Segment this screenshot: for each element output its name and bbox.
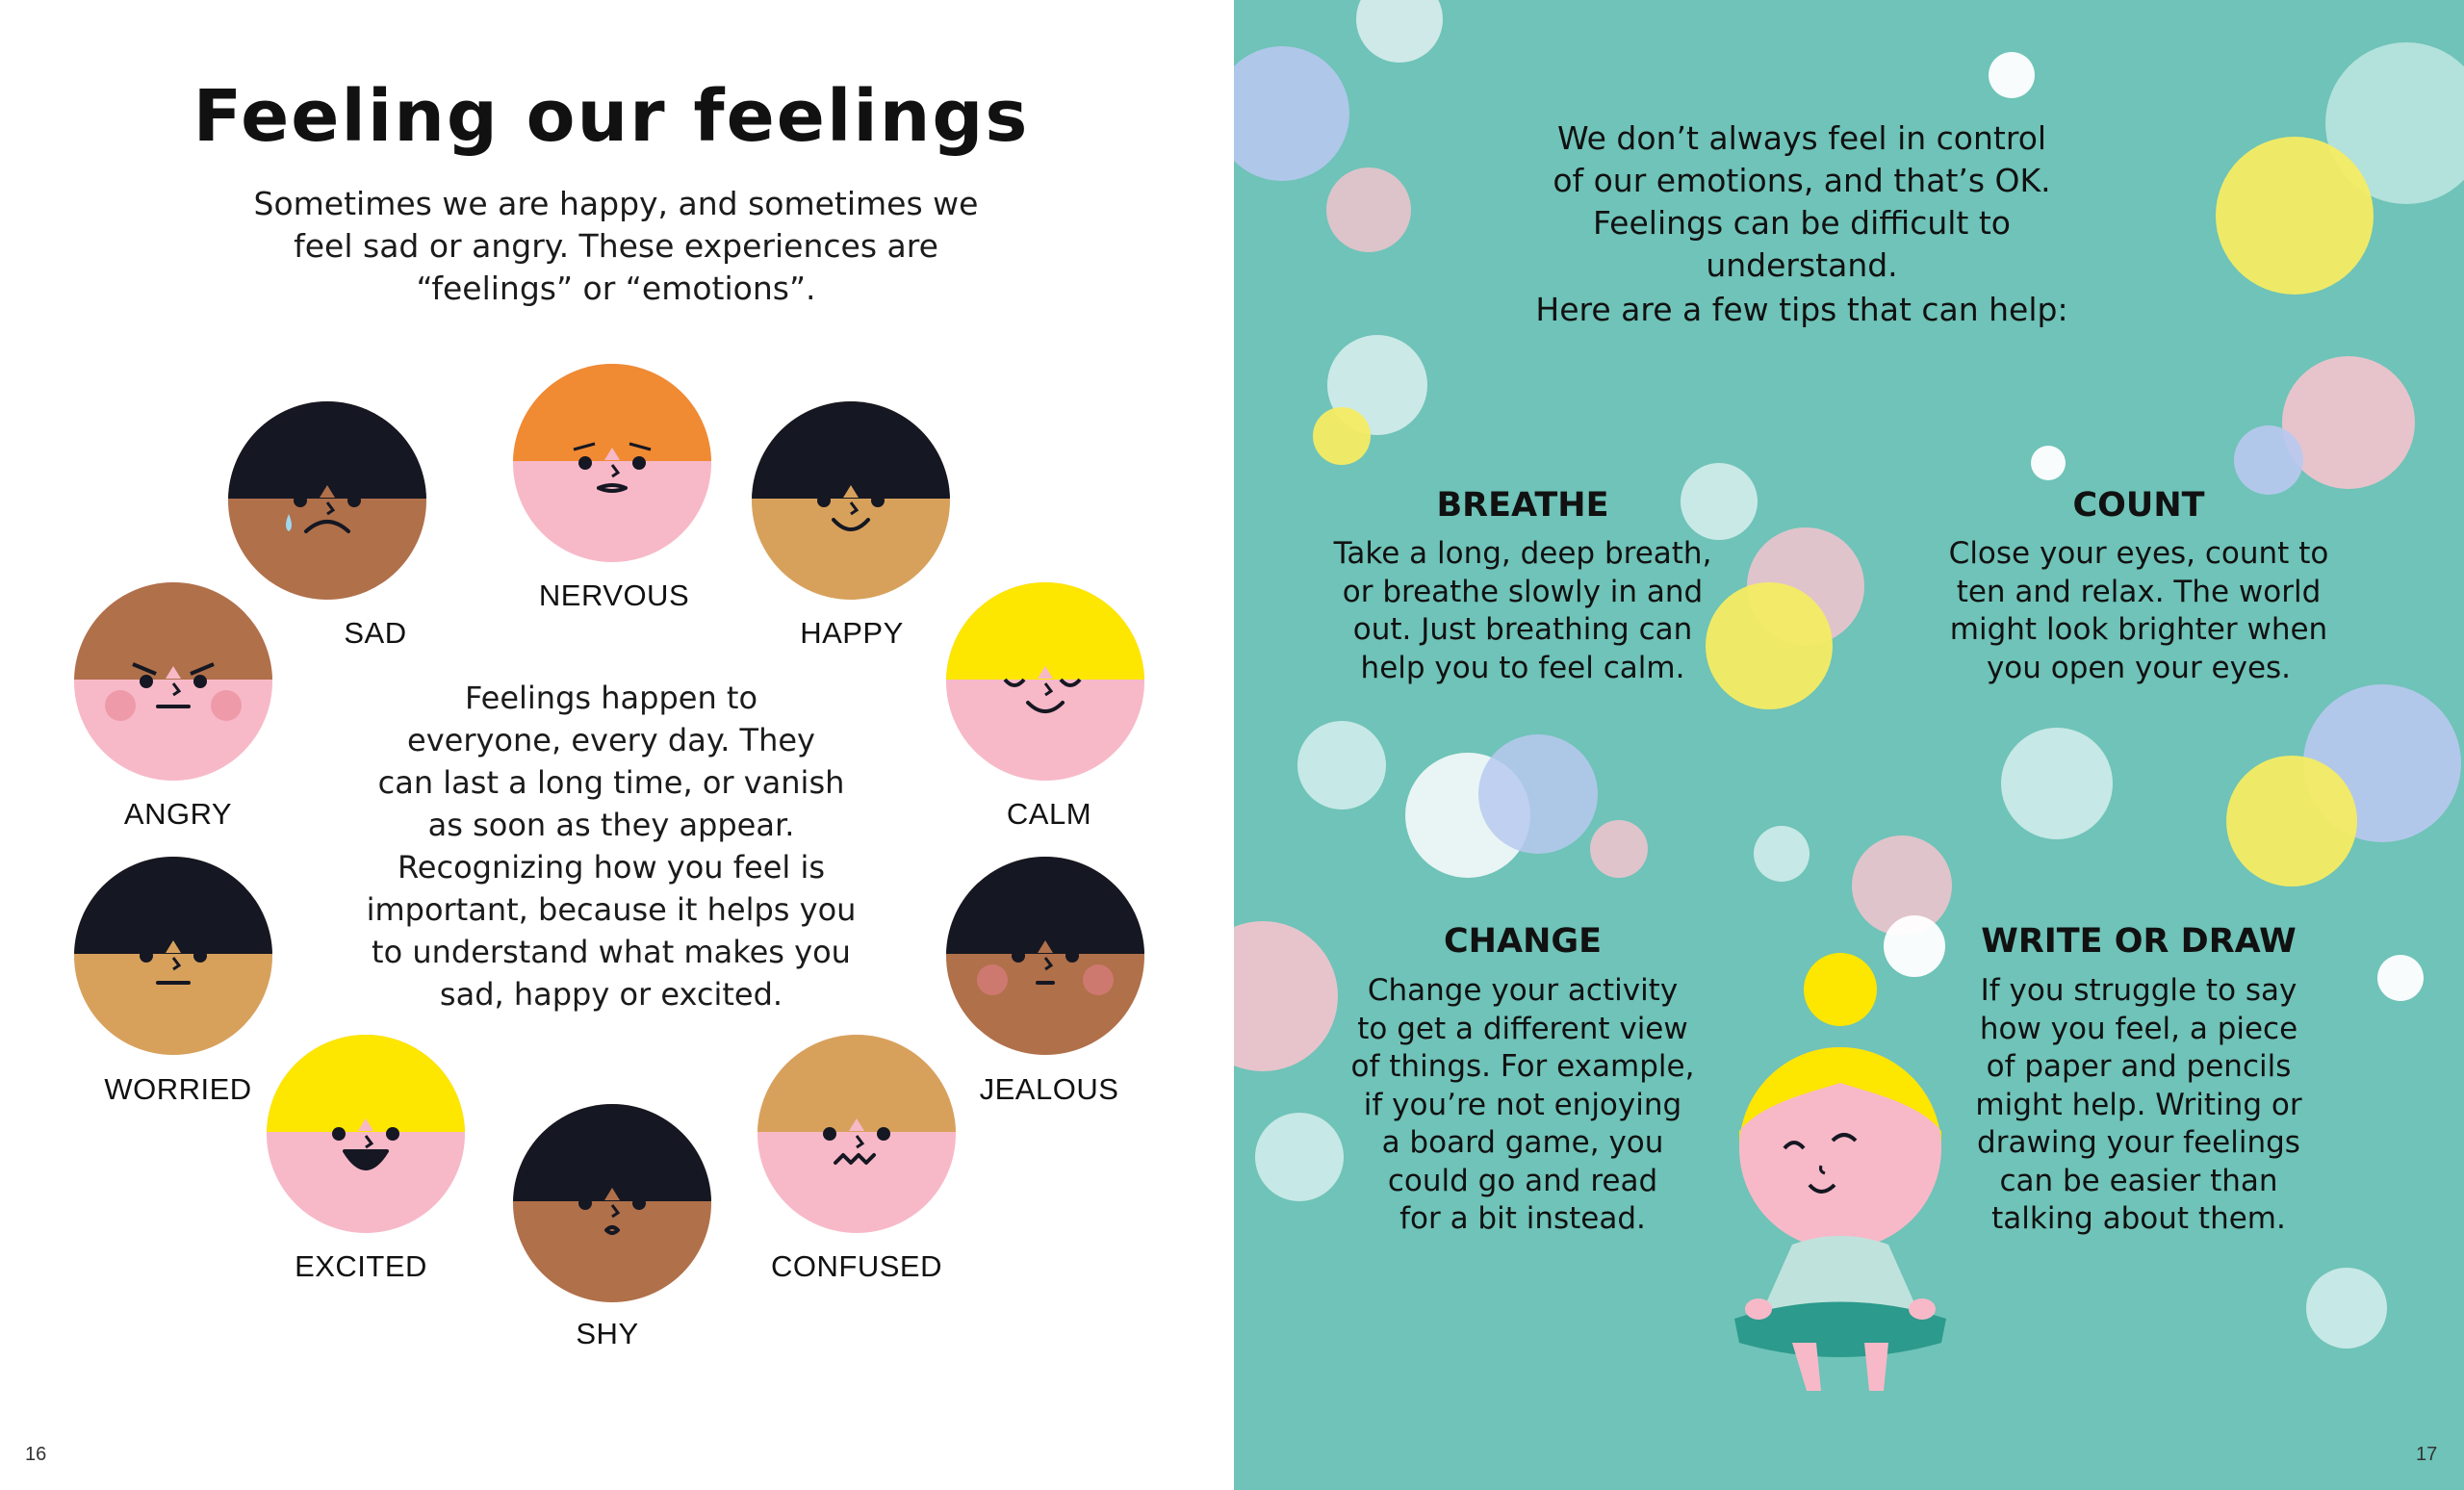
- tip-title-count: COUNT: [2072, 486, 2205, 525]
- label-calm: CALM: [1006, 797, 1092, 831]
- face-angry: [74, 582, 272, 781]
- face-excited: [267, 1035, 465, 1233]
- tip-body-write-or-draw: If you struggle to say how you feel, a piece of paper and pencils might help. Writing or drawing your feelings can be easier than talking about them.: [1975, 973, 2302, 1236]
- tips-lead: Here are a few tips that can help:: [1535, 291, 2068, 328]
- tip-body-change: Change your activity to get a different view of things. For example, if you’re not enjoying a board game, you could go and read for a bit instead.: [1350, 973, 1695, 1236]
- label-jealous: JEALOUS: [979, 1072, 1119, 1106]
- face-jealous: [946, 857, 1144, 1055]
- tip-body-breathe: Take a long, deep breath, or breathe slowly in and out. Just breathing can help you to feel calm.: [1333, 536, 1712, 685]
- label-shy: SHY: [576, 1317, 639, 1350]
- label-worried: WORRIED: [104, 1072, 252, 1106]
- face-worried: [74, 857, 272, 1055]
- right-intro: We don’t always feel in control of our emotions, and that’s OK. Feelings can be difficult to understand.: [1553, 119, 2051, 284]
- label-angry: ANGRY: [123, 797, 233, 831]
- tip-title-change: CHANGE: [1444, 922, 1602, 961]
- label-nervous: NERVOUS: [538, 578, 690, 612]
- intro-paragraph: Sometimes we are happy, and sometimes we feel sad or angry. These experiences are “feelings” or “emotions”.: [253, 185, 979, 307]
- label-confused: CONFUSED: [771, 1249, 942, 1283]
- page-number-right: 17: [2416, 1444, 2438, 1465]
- label-excited: EXCITED: [295, 1249, 427, 1283]
- tip-title-breathe: BREATHE: [1436, 486, 1609, 525]
- page-title: Feeling our feelings: [192, 75, 1030, 158]
- right-page: [1234, 0, 2464, 1490]
- label-sad: SAD: [344, 616, 407, 650]
- tip-body-count: Close your eyes, count to ten and relax. The world might look brighter when you open your eyes.: [1948, 536, 2329, 685]
- label-happy: HAPPY: [800, 616, 904, 650]
- face-nervous: [513, 364, 711, 562]
- face-happy: [752, 401, 950, 600]
- face-calm: [946, 582, 1144, 781]
- tip-title-write-or-draw: WRITE OR DRAW: [1981, 922, 2297, 961]
- page-number-left: 16: [25, 1444, 47, 1465]
- face-shy: [513, 1104, 711, 1302]
- center-paragraph: Feelings happen to everyone, every day. They can last a long time, or vanish as soon as they appear. Recognizing how you feel is important, because it helps you to understand what makes you sad, happy or excited.: [366, 680, 857, 1013]
- face-sad: [228, 401, 426, 600]
- face-confused: [757, 1035, 956, 1233]
